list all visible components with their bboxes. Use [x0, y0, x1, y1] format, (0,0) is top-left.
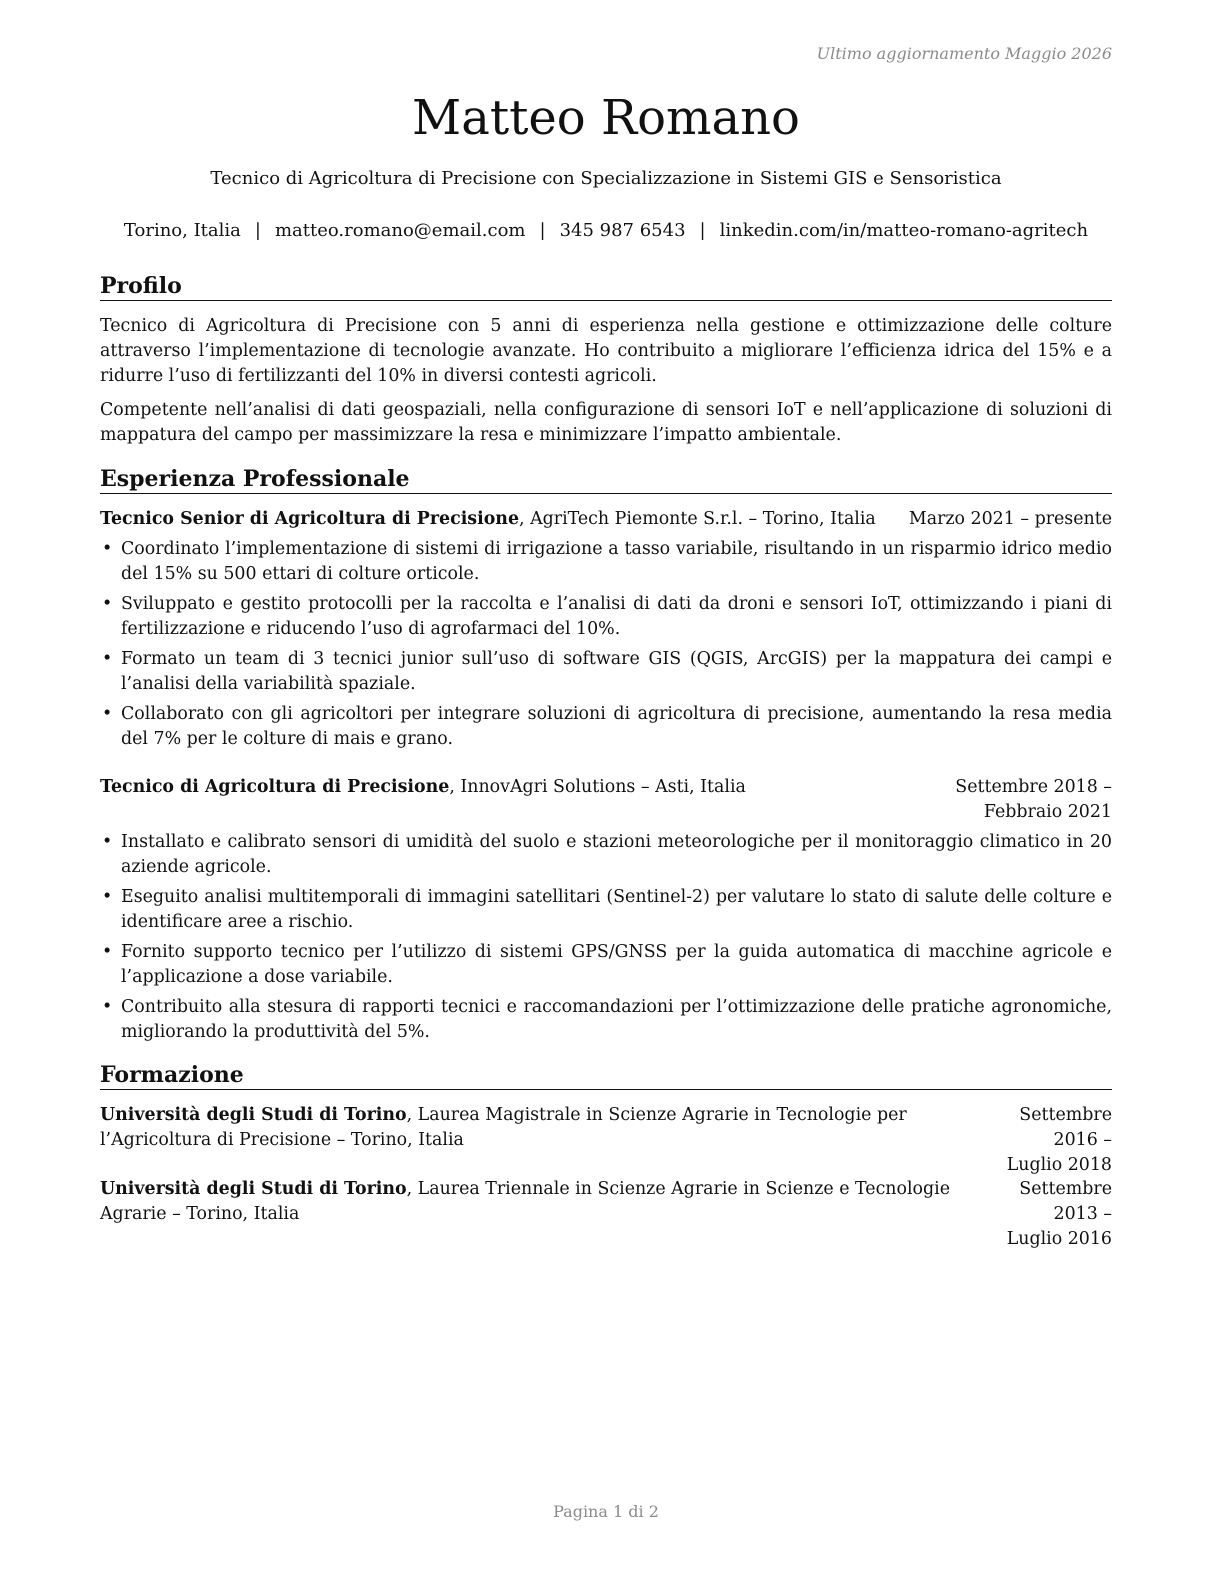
last-updated-note: Ultimo aggiornamento Maggio 2026 — [816, 44, 1112, 63]
job-role: Tecnico Senior di Agricoltura di Precisione — [100, 509, 520, 529]
list-item: • Formato un team di 3 tecnici junior sull’uso di software GIS (QGIS, ArcGIS) per la mappatura dei campi e l’analisi della variabilità spaziale. — [100, 647, 1112, 697]
section-title-education: Formazione — [100, 1061, 1112, 1090]
job-dates: Settembre 2018 – Febbraio 2021 — [955, 777, 1112, 822]
contact-linkedin[interactable]: linkedin.com/in/matteo-romano-agritech — [719, 220, 1089, 241]
list-item: • Sviluppato e gestito protocolli per la raccolta e l’analisi di dati da droni e sensori IoT, ottimizzando i piani di fertilizzazione e riducendo l’uso di agrofarmaci del 10%. — [100, 592, 1112, 642]
contact-phone[interactable]: 345 987 6543 — [559, 220, 686, 241]
contact-separator: | — [539, 220, 546, 241]
section-title-profile: Profilo — [100, 272, 1112, 301]
resume-page — [100, 0, 1112, 1584]
job-bullet-list — [100, 830, 1112, 1050]
job-header — [100, 775, 1112, 825]
contact-line — [100, 219, 1112, 243]
education-school: Università degli Studi di Torino — [100, 1105, 407, 1125]
job-role: Tecnico di Agricoltura di Precisione — [100, 777, 450, 797]
list-item: • Fornito supporto tecnico per l’utilizzo di sistemi GPS/GNSS per la guida automatica di macchine agricole e l’applicazione a dose variabile. — [100, 940, 1112, 990]
job-title-line — [100, 775, 872, 825]
contact-location: Torino, Italia — [123, 220, 241, 241]
job-title-line — [100, 507, 909, 532]
job-dates: Marzo 2021 – presente — [908, 509, 1112, 529]
profile-paragraph: Competente nell’analisi di dati geospaziali, nella configurazione di sensori IoT e nell’applicazione di soluzioni di mappatura del campo per massimizzare la resa e minimizzare l’impatto ambientale. — [100, 400, 1112, 445]
list-item: • Contribuito alla stesura di rapporti tecnici e raccomandazioni per l’ottimizzazione delle pratiche agronomiche, migliorando la produttività del 5%. — [100, 995, 1112, 1045]
job-header — [100, 507, 1112, 532]
education-entry — [100, 1103, 1112, 1178]
contact-email[interactable]: matteo.romano@email.com — [274, 220, 526, 241]
profile-paragraph: Tecnico di Agricoltura di Precisione con 5 anni di esperienza nella gestione e ottimizzazione delle colture attraverso l’implementazione di tecnologie avanzate. Ho contribuito a migliorare l’efficienza idrica del 15% e a ridurre l’uso di fertilizzanti del 10% in diversi contesti agricoli. — [100, 316, 1112, 386]
job-company: , InnovAgri Solutions – Asti, Italia — [449, 777, 746, 797]
list-item: • Eseguito analisi multitemporali di immagini satellitari (Sentinel-2) per valutare lo stato di salute delle colture e identificare aree a rischio. — [100, 885, 1112, 935]
section-title-experience: Esperienza Professionale — [100, 465, 1112, 494]
education-description — [100, 1103, 1006, 1178]
education-description — [100, 1177, 995, 1252]
education-school: Università degli Studi di Torino — [100, 1179, 407, 1199]
education-degree: , Laurea Magistrale in Scienze Agrarie in Tecnologie per l’Agricoltura di Precisione – Torino, Italia — [100, 1105, 907, 1150]
education-degree: , Laurea Triennale in Scienze Agrarie in Scienze e Tecnologie Agrarie – Torino, Italia — [100, 1179, 950, 1224]
education-dates: Settembre 2016 – Luglio 2018 — [1006, 1105, 1112, 1175]
list-item: • Coordinato l’implementazione di sistemi di irrigazione a tasso variabile, risultando in un risparmio idrico medio del 15% su 500 ettari di colture orticole. — [100, 537, 1112, 587]
education-dates: Settembre 2013 – Luglio 2016 — [1006, 1179, 1112, 1249]
candidate-name: Matteo Romano — [412, 90, 800, 146]
job-bullet-list — [100, 537, 1112, 757]
contact-separator: | — [699, 220, 706, 241]
job-company: , AgriTech Piemonte S.r.l. – Torino, Italia — [519, 509, 876, 529]
candidate-headline: Tecnico di Agricoltura di Precisione con Specializzazione in Sistemi GIS e Sensoristica — [210, 168, 1002, 189]
list-item: • Installato e calibrato sensori di umidità del suolo e stazioni meteorologiche per il monitoraggio climatico in 20 aziende agricole. — [100, 830, 1112, 880]
contact-separator: | — [254, 220, 261, 241]
page-number: Pagina 1 di 2 — [553, 1502, 659, 1521]
education-entry — [100, 1177, 1112, 1252]
list-item: • Collaborato con gli agricoltori per integrare soluzioni di agricoltura di precisione, aumentando la resa media del 7% per le colture di mais e grano. — [100, 702, 1112, 752]
